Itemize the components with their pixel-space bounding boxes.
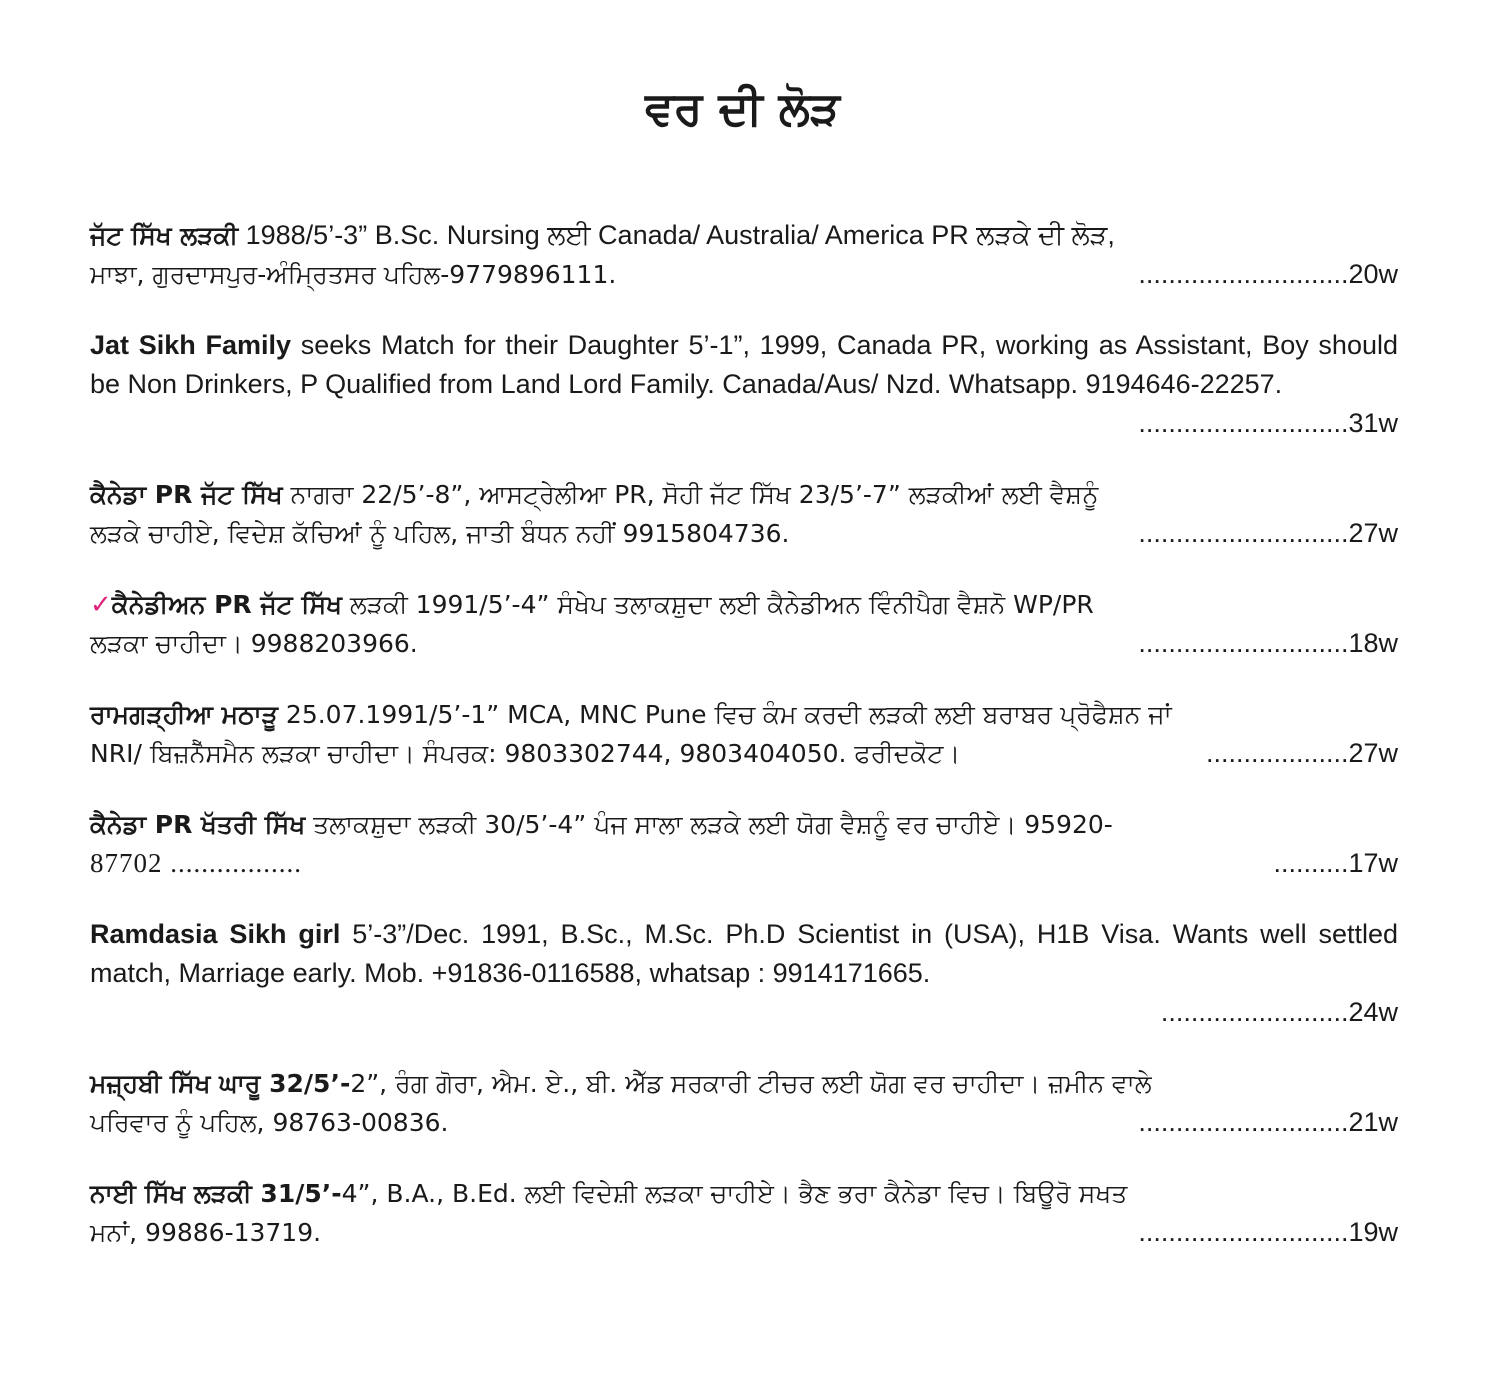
ad-code: 19w: [1348, 1217, 1398, 1247]
ad-text-line-1: 2”, ਰੰਗ ਗੋਰਾ, ਐਮ. ਏ., ਬੀ. ਐੱਡ ਸਰਕਾਰੀ ਟੀਚਰ ਲਈ ਯੋਗ ਵਰ ਚਾਹੀਦਾ। ਜ਼ਮੀਨ ਵਾਲੇ: [350, 1069, 1152, 1098]
ad-text-line-2: ਮਨਾਂ, 99886-13719.: [90, 1218, 322, 1247]
classified-ad: [90, 915, 1398, 1032]
ad-code: 20w: [1348, 259, 1398, 289]
ad-leader-dots: ..........: [1273, 848, 1349, 878]
ad-leader-dots: ............................: [1138, 628, 1349, 658]
ad-heading: ਜੱਟ ਸਿੱਖ ਲੜਕੀ: [90, 221, 239, 250]
ad-text: 5’-3”/Dec. 1991, B.Sc., M.Sc. Ph.D Scientist in (USA), H1B Visa. Wants well settled match, Marriage early. Mob. +91836-0116588, whatsap : 9914171665.: [90, 919, 1399, 988]
ad-code: 17w: [1348, 848, 1398, 878]
ad-text-line-1: ਤਲਾਕਸ਼ੁਦਾ ਲੜਕੀ 30/5’-4” ਪੰਜ ਸਾਲਾ ਲੜਕੇ ਲਈ ਯੋਗ ਵੈਸ਼ਨੂੰ ਵਰ ਚਾਹੀਏ। 95920-: [305, 810, 1113, 839]
ad-text-line-1: 25.07.1991/5’-1” MCA, MNC Pune ਵਿਚ ਕੰਮ ਕਰਦੀ ਲੜਕੀ ਲਈ ਬਰਾਬਰ ਪ੍ਰੋਫੈਸ਼ਨ ਜਾਂ: [277, 700, 1172, 729]
ad-leader-dots: ............................: [1138, 1217, 1349, 1247]
ad-text-line-1: 1988/5’-3” B.Sc. Nursing ਲਈ Canada/ Australia/ America PR ਲੜਕੇ ਦੀ ਲੋੜ,: [238, 220, 1115, 250]
ad-text-line-1: 4”, B.A., B.Ed. ਲਈ ਵਿਦੇਸ਼ੀ ਲੜਕਾ ਚਾਹੀਏ। ਭੈਣ ਭਰਾ ਕੈਨੇਡਾ ਵਿਚ। ਬਿਊਰੋ ਸਖਤ: [341, 1179, 1128, 1208]
classified-ads-list: [90, 216, 1398, 1284]
ad-text-line-2: NRI/ ਬਿਜ਼ਨੈੱਸਮੈਨ ਲੜਕਾ ਚਾਹੀਦਾ। ਸੰਪਰਕ: 9803302744, 9803404050. ਫਰੀਦਕੋਟ।: [90, 739, 961, 768]
ad-ref: [1138, 255, 1398, 294]
ad-ref: [1273, 844, 1398, 883]
ad-ref: [1161, 993, 1398, 1032]
ad-leader-dots: ............................: [1138, 408, 1349, 438]
ad-ref: [1138, 514, 1398, 553]
classified-ad: [90, 1064, 1398, 1142]
ad-text-line-1: ਲੜਕੀ 1991/5’-4” ਸੰਖੇਪ ਤਲਾਕਸ਼ੁਦਾ ਲਈ ਕੈਨੇਡੀਅਨ ਵਿੰਨੀਪੈਗ ਵੈਸ਼ਨੋ WP/PR: [341, 590, 1094, 619]
ad-leader-dots: .........................: [1160, 997, 1349, 1027]
ad-code: 24w: [1348, 997, 1398, 1027]
ad-leader-dots: ...................: [1205, 738, 1349, 768]
ad-text: seeks Match for their Daughter 5’-1”, 1999, Canada PR, working as Assistant, Boy should be Non Drinkers, P Qualified from Land Lord Family. Canada/Aus/ Nzd. Whatsapp. 9194646-22257.: [90, 330, 1398, 399]
classified-ad: [90, 326, 1398, 443]
ad-ref: [1138, 624, 1398, 663]
ad-heading: Ramdasia Sikh girl: [90, 919, 341, 949]
ad-text-line-1: ਨਾਗਰਾ 22/5’-8”, ਆਸਟ੍ਰੇਲੀਆ PR, ਸੋਹੀ ਜੱਟ ਸਿੱਖ 23/5’-7” ਲੜਕੀਆਂ ਲਈ ਵੈਸ਼ਨੂੰ: [282, 480, 1099, 509]
ad-heading: ਨਾਈ ਸਿੱਖ ਲੜਕੀ 31/5’-: [90, 1179, 342, 1208]
ad-ref: [1206, 734, 1398, 773]
ad-ref: [1138, 1103, 1398, 1142]
ad-text-line-2: ਲੜਕੇ ਚਾਹੀਏ, ਵਿਦੇਸ਼ ਕੱਚਿਆਂ ਨੂੰ ਪਹਿਲ, ਜਾਤੀ ਬੰਧਨ ਨਹੀਂ 9915804736.: [90, 519, 790, 548]
ad-text-line-2: 87702 .................: [90, 848, 302, 878]
ad-ref: [1138, 1213, 1398, 1252]
classified-ad: [90, 475, 1398, 553]
check-mark-icon: ✓: [90, 589, 112, 619]
ad-leader-dots: ............................: [1138, 518, 1349, 548]
ad-heading: Jat Sikh Family: [90, 330, 292, 360]
classified-ad: [90, 695, 1398, 773]
ad-leader-dots: ............................: [1138, 1107, 1349, 1137]
ad-code: 27w: [1348, 518, 1398, 548]
ad-code: 21w: [1348, 1107, 1398, 1137]
ad-heading: ਰਾਮਗੜ੍ਹੀਆ ਮਠਾੜੂ: [90, 700, 278, 729]
classified-ad: [90, 216, 1398, 294]
ad-code: 31w: [1348, 408, 1398, 438]
classified-ad: [90, 805, 1398, 883]
ad-heading: ਮਜ਼੍ਹਬੀ ਸਿੱਖ ਘਾਰੂ 32/5’-: [90, 1069, 351, 1098]
ad-text-line-2: ਪਰਿਵਾਰ ਨੂੰ ਪਹਿਲ, 98763-00836.: [90, 1108, 449, 1137]
ad-text-line-2: ਲੜਕਾ ਚਾਹੀਦਾ। 9988203966.: [90, 629, 418, 658]
ad-heading: ਕੈਨੇਡਾ PR ਖੱਤਰੀ ਸਿੱਖ: [90, 810, 306, 839]
classified-ad: [90, 1174, 1398, 1252]
ad-ref: [1138, 404, 1398, 443]
ad-code: 27w: [1348, 738, 1398, 768]
ad-heading: ਕੈਨੇਡਾ PR ਜੱਟ ਸਿੱਖ: [90, 480, 283, 509]
ad-text-line-2: ਮਾਝਾ, ਗੁਰਦਾਸਪੁਰ-ਅੰਮ੍ਰਿਤਸਰ ਪਹਿਲ-9779896111.: [90, 260, 617, 289]
page-title: ਵਰ ਦੀ ਲੋੜ: [645, 81, 840, 135]
classified-ad: [90, 585, 1398, 663]
ad-code: 18w: [1348, 628, 1398, 658]
ad-leader-dots: ............................: [1138, 259, 1349, 289]
ad-heading: ਕੈਨੇਡੀਅਨ PR ਜੱਟ ਸਿੱਖ: [111, 590, 342, 619]
